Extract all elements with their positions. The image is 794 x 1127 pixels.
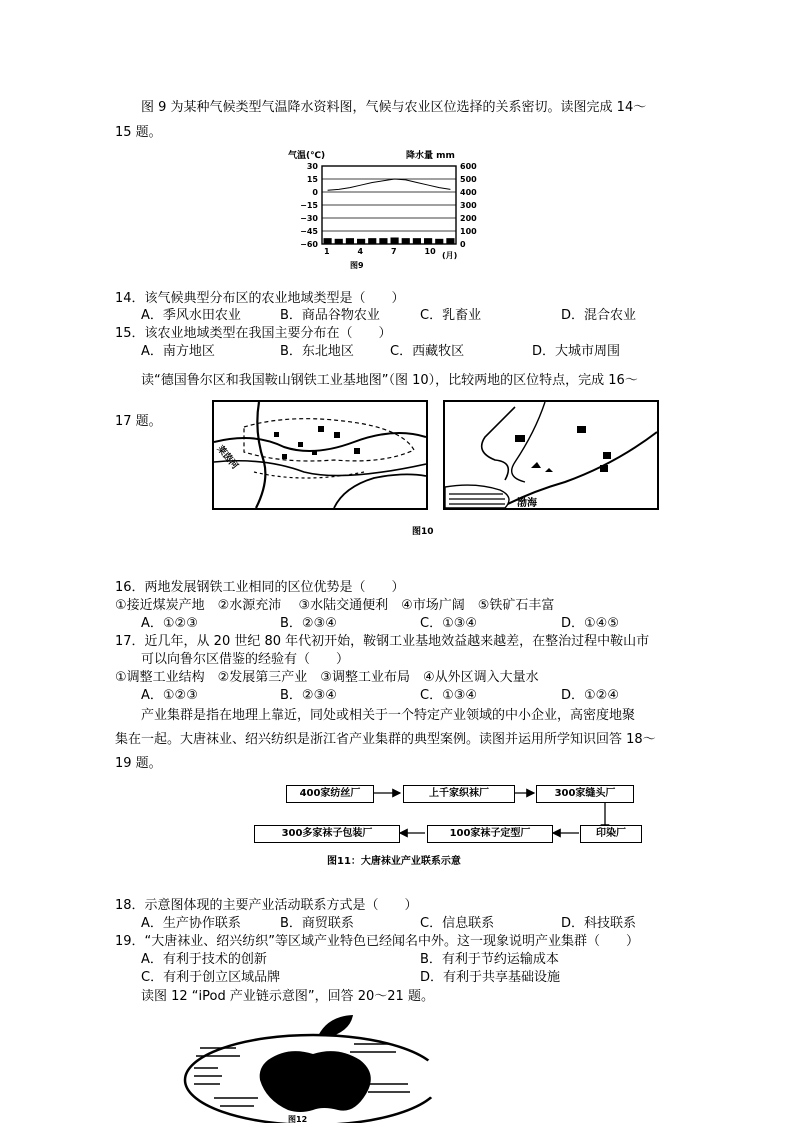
intro-fig10-line1: 读“德国鲁尔区和我国鞍山钢铁工业基地图”（图 10），比较两地的区位特点，完成 16～ (141, 373, 638, 388)
precip-bar (357, 239, 365, 244)
precip-bar (446, 238, 454, 244)
temp-axis-label: 气温(℃) (288, 151, 326, 161)
q17-option-a[interactable]: A．①②③ (141, 688, 198, 703)
apple-logo-illustration (178, 1010, 448, 1123)
intro-fig9-line2: 15 题。 (115, 125, 162, 140)
q15-option-b[interactable]: B．东北地区 (280, 344, 354, 359)
temp-tick-label: 0 (312, 188, 318, 197)
q17-option-d[interactable]: D．①②④ (561, 688, 619, 703)
month-tick-label: 10 (424, 247, 436, 256)
temperature-line (328, 179, 451, 190)
ruhr-map (212, 400, 428, 510)
temp-tick-label: −45 (300, 227, 318, 236)
precip-bar (346, 238, 354, 244)
q16-option-c[interactable]: C．①③④ (420, 616, 478, 631)
precip-tick-label: 600 (460, 162, 477, 171)
precip-bar (391, 238, 399, 245)
q17-option-b[interactable]: B．②③④ (280, 688, 337, 703)
precip-tick-label: 100 (460, 227, 477, 236)
q14-option-b[interactable]: B．商品谷物农业 (280, 308, 380, 323)
month-tick-label: 7 (391, 247, 397, 256)
month-tick-label: 4 (357, 247, 364, 256)
anshan-map (443, 400, 659, 510)
intro-cluster-line1: 产业集群是指在地理上靠近，同处或相关于一个特定产业领域的中小企业，高密度地聚 (141, 708, 636, 723)
chart-caption: 图9 (350, 261, 364, 270)
q16-option-b[interactable]: B．②③④ (280, 616, 337, 631)
flow-box-packaging: 300多家袜子包装厂 (254, 825, 400, 843)
intro-fig9-line1: 图 9 为某种气候类型气温降水资料图，气候与农业区位选择的关系密切。读图完成 14～ (141, 100, 647, 115)
temp-tick-label: −30 (300, 214, 318, 223)
precip-bar (402, 238, 410, 244)
flow-box-spinning: 400家纺丝厂 (286, 785, 374, 803)
q19-option-a[interactable]: A．有利于技术的创新 (141, 952, 267, 967)
fig10-caption: 图10 (412, 527, 434, 537)
precip-tick-label: 0 (460, 240, 466, 249)
precip-tick-label: 300 (460, 201, 477, 210)
intro-cluster-line3: 19 题。 (115, 756, 162, 771)
q17-stem-line1: 17．近几年，从 20 世纪 80 年代初开始，鞍钢工业基地效益越来越差，在整治过程中鞍山市 (115, 634, 650, 649)
q16-option-a[interactable]: A．①②③ (141, 616, 198, 631)
precip-bar (335, 239, 343, 244)
flow-box-weaving: 上千家织袜厂 (403, 785, 515, 803)
q16-option-d[interactable]: D．①④⑤ (561, 616, 619, 631)
intro-fig12-line1: 读图 12 “iPod 产业链示意图”，回答 20～21 题。 (141, 989, 434, 1004)
q18-stem: 18．示意图体现的主要产业活动联系方式是（ ） (115, 898, 418, 913)
climate-chart-svg (282, 148, 494, 273)
q14-option-a[interactable]: A．季风水田农业 (141, 308, 241, 323)
flow-box-dyeing: 印染厂 (580, 825, 642, 843)
q17-items: ①调整工业结构 ②发展第三产业 ③调整工业布局 ④从外区调入大量水 (115, 670, 539, 685)
q19-option-c[interactable]: C．有利于创立区域品牌 (141, 970, 281, 985)
precip-bar (413, 238, 421, 244)
precip-bar (435, 239, 443, 244)
precip-bar (424, 238, 432, 244)
temp-tick-label: −15 (300, 201, 318, 210)
precip-axis-label: 降水量 mm (406, 151, 455, 161)
intro-cluster-line2: 集在一起。大唐袜业、绍兴纺织是浙江省产业集群的典型案例。读图并运用所学知识回答 18～ (115, 732, 656, 747)
q16-items: ①接近煤炭产地 ②水源充沛 ③水陆交通便利 ④市场广阔 ⑤铁矿石丰富 (115, 598, 555, 613)
q15-stem: 15．该农业地域类型在我国主要分布在（ ） (115, 326, 392, 341)
month-tick-label: 1 (324, 247, 330, 256)
industry-flow-diagram (250, 780, 650, 870)
temp-tick-label: 15 (306, 175, 318, 184)
q15-option-c[interactable]: C．西藏牧区 (390, 344, 465, 359)
flow-box-seaming: 300家缝头厂 (536, 785, 634, 803)
ipod-chain-diagram (178, 1010, 448, 1123)
intro-fig10-line2: 17 题。 (115, 414, 162, 429)
q15-option-a[interactable]: A．南方地区 (141, 344, 215, 359)
precip-bar (379, 238, 387, 244)
q15-option-d[interactable]: D．大城市周围 (532, 344, 621, 359)
fig12-caption: 图12 (288, 1115, 308, 1123)
temp-tick-label: 30 (306, 162, 318, 171)
anshan-map-svg (445, 402, 657, 508)
precip-bar (368, 238, 376, 244)
q19-stem: 19．“大唐袜业、绍兴纺织”等区域产业特色已经闻名中外。这一现象说明产业集群（ ） (115, 934, 640, 949)
q17-stem-line2: 可以向鲁尔区借鉴的经验有（ ） (141, 652, 350, 667)
precip-bar (324, 238, 332, 244)
q18-option-b[interactable]: B．商贸联系 (280, 916, 354, 931)
q16-stem: 16．两地发展钢铁工业相同的区位优势是（ ） (115, 580, 405, 595)
q14-option-c[interactable]: C．乳畜业 (420, 308, 482, 323)
q18-option-c[interactable]: C．信息联系 (420, 916, 495, 931)
q17-option-c[interactable]: C．①③④ (420, 688, 478, 703)
q18-option-a[interactable]: A．生产协作联系 (141, 916, 241, 931)
ruhr-map-svg (214, 402, 426, 508)
climate-chart (282, 148, 494, 273)
flow-box-shaping: 100家袜子定型厂 (427, 825, 553, 843)
q19-option-d[interactable]: D．有利于共享基础设施 (420, 970, 561, 985)
bohai-label: 渤海 (517, 498, 537, 508)
month-unit-label: (月) (442, 251, 458, 260)
rhine-label: 莱茵河 (214, 444, 240, 472)
q14-option-d[interactable]: D．混合农业 (561, 308, 637, 323)
precip-tick-label: 200 (460, 214, 477, 223)
fig11-caption: 图11：大唐袜业产业联系示意 (327, 856, 461, 867)
temp-tick-label: −60 (300, 240, 318, 249)
precip-tick-label: 400 (460, 188, 477, 197)
q14-stem: 14．该气候典型分布区的农业地域类型是（ ） (115, 291, 405, 306)
q18-option-d[interactable]: D．科技联系 (561, 916, 637, 931)
q19-option-b[interactable]: B．有利于节约运输成本 (420, 952, 559, 967)
precip-tick-label: 500 (460, 175, 477, 184)
